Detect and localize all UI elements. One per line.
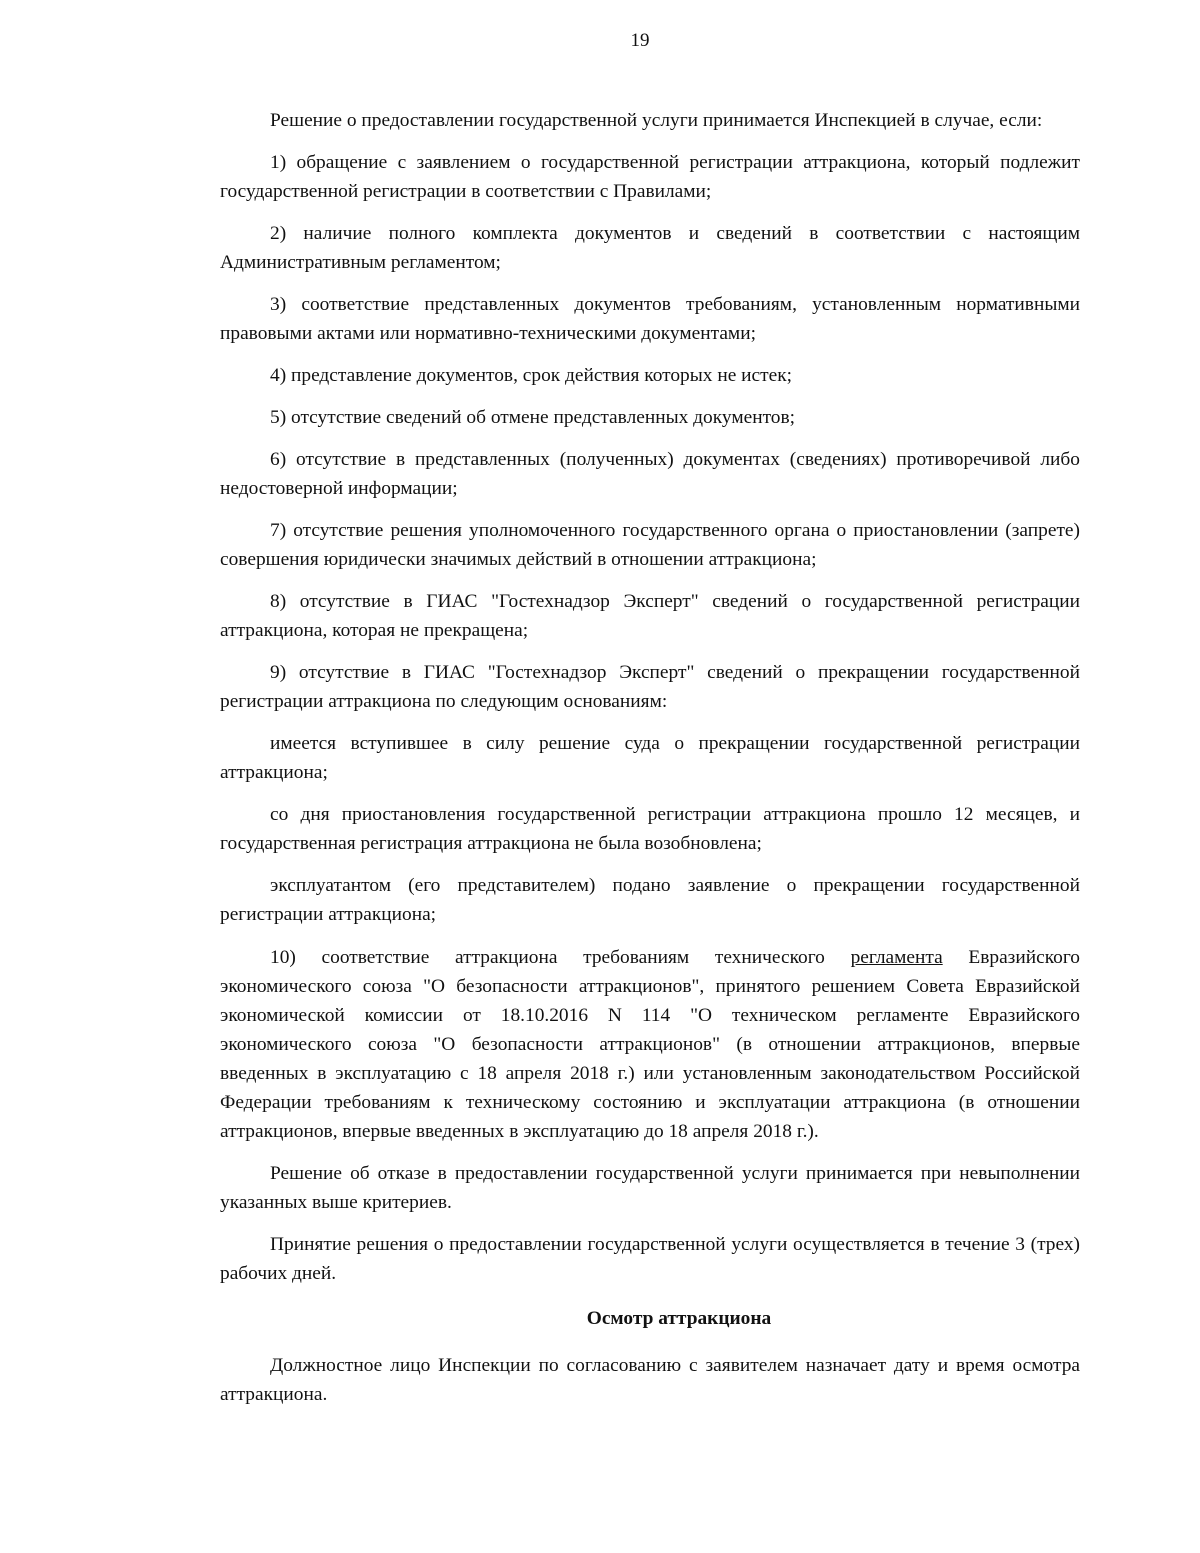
paragraph-intro: Решение о предоставлении государственной услуги принимается Инспекцией в случае, если: <box>270 110 1043 131</box>
criterion-10 <box>220 943 1080 1146</box>
criterion-9: 9) отсутствие в ГИАС "Гостехнадзор Эксперт" сведений о прекращении государственной регистрации аттракциона по следующим основаниям: <box>220 662 1080 712</box>
criterion-9-ground-2: со дня приостановления государственной регистрации аттракциона прошло 12 месяцев, и государственная регистрация аттракциона не была возобновлена; <box>220 804 1080 854</box>
paragraph-inspection: Должностное лицо Инспекции по согласованию с заявителем назначает дату и время осмотра аттракциона. <box>220 1355 1080 1405</box>
page-number: 19 <box>630 30 650 51</box>
criterion-8: 8) отсутствие в ГИАС "Гостехнадзор Эксперт" сведений о государственной регистрации аттракциона, которая не прекращена; <box>220 591 1080 641</box>
paragraph-decision-term: Принятие решения о предоставлении государственной услуги осуществляется в течение 3 (трех) рабочих дней. <box>220 1234 1080 1284</box>
criterion-10-text-end: Евразийского экономического союза "О безопасности аттракционов", принятого решением Совета Евразийской экономической комиссии от 18.10.2016 N 114 "О техническом регламенте Евразийского экономического союза "О безопасности аттракционов" (в отношении аттракционов, впервые введенных в эксплуатацию с 18 апреля 2018 г.) или установленным законодательством Российской Федерации требованиям к техническому состоянию и эксплуатации аттракциона (в отношении аттракционов, впервые введенных в эксплуатацию до 18 апреля 2018 г.). <box>220 947 1080 1142</box>
criterion-1: 1) обращение с заявлением о государственной регистрации аттракциона, который подлежит государственной регистрации в соответствии с Правилами; <box>220 152 1080 202</box>
criterion-6: 6) отсутствие в представленных (полученных) документах (сведениях) противоречивой либо недостоверной информации; <box>220 449 1080 499</box>
document-body <box>220 106 1080 1422</box>
criterion-4: 4) представление документов, срок действия которых не истек; <box>270 365 793 386</box>
criterion-3: 3) соответствие представленных документов требованиям, установленным нормативными правовыми актами или нормативно-техническими документами; <box>220 294 1080 344</box>
criterion-9-ground-3: эксплуатантом (его представителем) подано заявление о прекращении государственной регистрации аттракциона; <box>220 875 1080 925</box>
section-heading: Осмотр аттракциона <box>586 1308 772 1329</box>
criterion-7: 7) отсутствие решения уполномоченного государственного органа о приостановлении (запрете) совершения юридически значимых действий в отношении аттракциона; <box>220 520 1080 570</box>
regulation-link[interactable]: регламента <box>850 947 943 968</box>
criterion-2: 2) наличие полного комплекта документов и сведений в соответствии с настоящим Административным регламентом; <box>220 223 1080 273</box>
criterion-10-text-start: 10) соответствие аттракциона требованиям технического <box>270 947 851 968</box>
criterion-5: 5) отсутствие сведений об отмене представленных документов; <box>270 407 796 428</box>
paragraph-refusal: Решение об отказе в предоставлении государственной услуги принимается при невыполнении указанных выше критериев. <box>220 1163 1080 1213</box>
criterion-9-ground-1: имеется вступившее в силу решение суда о прекращении государственной регистрации аттракциона; <box>220 733 1080 783</box>
